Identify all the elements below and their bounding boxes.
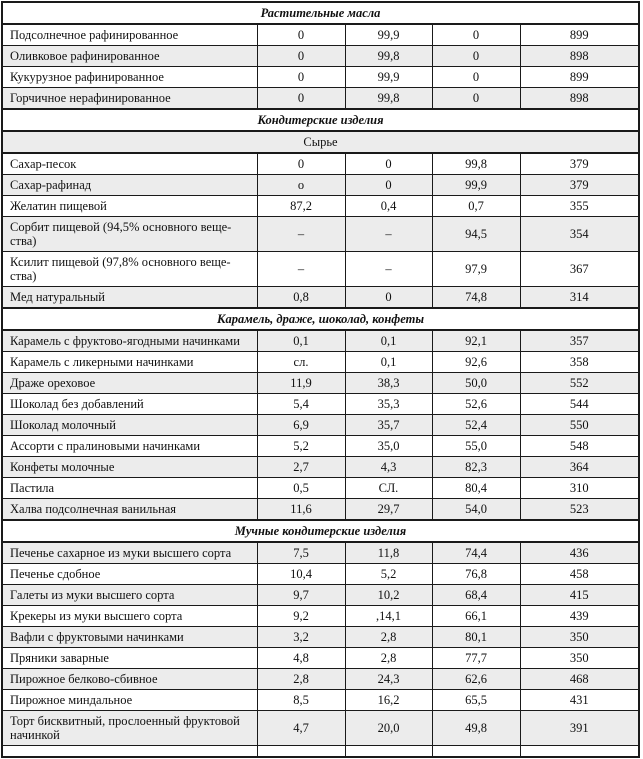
value-cell-4: 898 [520, 46, 639, 67]
value-cell-4: 899 [520, 67, 639, 88]
product-name-cell: Желатин пищевой [2, 196, 257, 217]
value-cell-3: 62,6 [432, 669, 520, 690]
value-cell-3: 0 [432, 88, 520, 110]
value-cell-1: 4,8 [257, 648, 345, 669]
value-cell-3: 65,5 [432, 690, 520, 711]
value-cell-3: 0 [432, 24, 520, 46]
value-cell-1: 87,2 [257, 196, 345, 217]
value-cell-2: 2,8 [345, 648, 432, 669]
value-cell-1: – [257, 252, 345, 287]
table-row [2, 153, 639, 175]
value-cell-3: 94,5 [432, 217, 520, 252]
value-cell-2: – [345, 252, 432, 287]
section-header-row [2, 308, 639, 330]
value-cell-1: – [257, 217, 345, 252]
table-row [2, 564, 639, 585]
value-cell-4: 898 [520, 88, 639, 110]
value-cell-4: 314 [520, 287, 639, 309]
value-cell-1: 9,7 [257, 585, 345, 606]
value-cell-2: 99,8 [345, 46, 432, 67]
value-cell-2: 10,2 [345, 585, 432, 606]
product-name-cell: Печенье сахарное из муки высшего сорта [2, 542, 257, 564]
product-name-cell: Сорбит пищевой (94,5% основного веще-ства) [2, 217, 257, 252]
value-cell-4: 415 [520, 585, 639, 606]
value-cell-2: 2,8 [345, 627, 432, 648]
product-name-cell: Карамель с ликерными начинками [2, 352, 257, 373]
value-cell-1: 11,9 [257, 373, 345, 394]
value-cell-2: 29,7 [345, 499, 432, 521]
value-cell-3: 52,6 [432, 394, 520, 415]
value-cell-3: 80,4 [432, 478, 520, 499]
value-cell-4: 523 [520, 499, 639, 521]
table-row [2, 415, 639, 436]
product-name-cell: Вафли с фруктовыми начинками [2, 627, 257, 648]
value-cell-4: 391 [520, 711, 639, 746]
product-name-cell: Пирожное белково-сбивное [2, 669, 257, 690]
value-cell-2: 99,8 [345, 88, 432, 110]
value-cell-3: 92,1 [432, 330, 520, 352]
value-cell-4: 364 [520, 457, 639, 478]
product-name-cell: Пастила [2, 478, 257, 499]
value-cell-3: 52,4 [432, 415, 520, 436]
table-row [2, 24, 639, 46]
value-cell-4: 431 [520, 690, 639, 711]
value-cell-1: 3,2 [257, 627, 345, 648]
value-cell-1: 2,7 [257, 457, 345, 478]
value-cell-2: 16,2 [345, 690, 432, 711]
value-cell-1: 2,8 [257, 669, 345, 690]
product-name-cell: Печенье сдобное [2, 564, 257, 585]
product-name-cell [2, 746, 257, 758]
value-cell-4: 468 [520, 669, 639, 690]
value-cell-4: 310 [520, 478, 639, 499]
product-name-cell: Крекеры из муки высшего сорта [2, 606, 257, 627]
section-header-label: Карамель, драже, шоколад, конфеты [2, 308, 639, 330]
value-cell-1: 0 [257, 24, 345, 46]
clipped-bottom-row [2, 746, 639, 758]
value-cell-3: 0 [432, 67, 520, 88]
value-cell-2: 35,7 [345, 415, 432, 436]
value-cell-2: 0 [345, 287, 432, 309]
value-cell-1: 0 [257, 46, 345, 67]
table-row [2, 330, 639, 352]
section-header-row [2, 109, 639, 131]
product-name-cell: Драже ореховое [2, 373, 257, 394]
table-row [2, 542, 639, 564]
value-cell-4: 544 [520, 394, 639, 415]
product-name-cell: Пряники заварные [2, 648, 257, 669]
value-cell-3: 80,1 [432, 627, 520, 648]
value-cell-2: 38,3 [345, 373, 432, 394]
value-cell-2: СЛ. [345, 478, 432, 499]
table-row [2, 394, 639, 415]
value-cell-4 [520, 746, 639, 758]
value-cell-3: 0 [432, 46, 520, 67]
product-name-cell: Сахар-рафинад [2, 175, 257, 196]
value-cell-2: 20,0 [345, 711, 432, 746]
value-cell-2: 0,1 [345, 330, 432, 352]
value-cell-1: 8,5 [257, 690, 345, 711]
value-cell-3: 76,8 [432, 564, 520, 585]
product-name-cell: Ассорти с пралиновыми начинками [2, 436, 257, 457]
table-row [2, 499, 639, 521]
product-name-cell: Шоколад молочный [2, 415, 257, 436]
value-cell-1: 0,5 [257, 478, 345, 499]
product-name-cell: Торт бисквитный, прослоенный фруктовой начинкой [2, 711, 257, 746]
value-cell-2: 35,0 [345, 436, 432, 457]
value-cell-1: 6,9 [257, 415, 345, 436]
table-row [2, 252, 639, 287]
table-row [2, 46, 639, 67]
value-cell-4: 358 [520, 352, 639, 373]
value-cell-2: 0 [345, 153, 432, 175]
section-header-row [2, 2, 639, 24]
value-cell-4: 355 [520, 196, 639, 217]
nutrition-table [1, 1, 640, 758]
value-cell-1: 0 [257, 88, 345, 110]
value-cell-4: 350 [520, 648, 639, 669]
value-cell-3: 68,4 [432, 585, 520, 606]
table-row [2, 352, 639, 373]
value-cell-1 [257, 746, 345, 758]
value-cell-4: 357 [520, 330, 639, 352]
value-cell-4: 379 [520, 153, 639, 175]
value-cell-1: 0 [257, 153, 345, 175]
table-row [2, 287, 639, 309]
product-name-cell: Халва подсолнечная ванильная [2, 499, 257, 521]
value-cell-2: 99,9 [345, 67, 432, 88]
value-cell-2 [345, 746, 432, 758]
table-row [2, 627, 639, 648]
product-name-cell: Ксилит пищевой (97,8% основного веще-ства) [2, 252, 257, 287]
value-cell-1: 4,7 [257, 711, 345, 746]
value-cell-4: 552 [520, 373, 639, 394]
value-cell-1: 5,2 [257, 436, 345, 457]
value-cell-2: 35,3 [345, 394, 432, 415]
value-cell-1: 7,5 [257, 542, 345, 564]
product-name-cell: Подсолнечное рафинированное [2, 24, 257, 46]
product-name-cell: Галеты из муки высшего сорта [2, 585, 257, 606]
value-cell-4: 436 [520, 542, 639, 564]
value-cell-3: 99,8 [432, 153, 520, 175]
value-cell-2: 11,8 [345, 542, 432, 564]
value-cell-3: 50,0 [432, 373, 520, 394]
table-row [2, 457, 639, 478]
section-header-label: Мучные кондитерские изделия [2, 520, 639, 542]
value-cell-1: 11,6 [257, 499, 345, 521]
value-cell-1: 0 [257, 67, 345, 88]
value-cell-4: 550 [520, 415, 639, 436]
product-name-cell: Мед натуральный [2, 287, 257, 309]
value-cell-3: 55,0 [432, 436, 520, 457]
value-cell-2: 4,3 [345, 457, 432, 478]
value-cell-1: 0,8 [257, 287, 345, 309]
value-cell-3: 92,6 [432, 352, 520, 373]
value-cell-4: 458 [520, 564, 639, 585]
table-row [2, 67, 639, 88]
product-name-cell: Сахар-песок [2, 153, 257, 175]
value-cell-2: 24,3 [345, 669, 432, 690]
section-header-label: Кондитерские изделия [2, 109, 639, 131]
value-cell-2: 0,1 [345, 352, 432, 373]
value-cell-3: 82,3 [432, 457, 520, 478]
value-cell-2: 0,4 [345, 196, 432, 217]
table-row [2, 690, 639, 711]
table-row [2, 196, 639, 217]
value-cell-4: 367 [520, 252, 639, 287]
value-cell-4: 439 [520, 606, 639, 627]
value-cell-3: 49,8 [432, 711, 520, 746]
product-name-cell: Карамель с фруктово-ягодными начинками [2, 330, 257, 352]
nutrition-table-body [2, 2, 639, 757]
value-cell-1: 9,2 [257, 606, 345, 627]
value-cell-2: – [345, 217, 432, 252]
table-row [2, 711, 639, 746]
value-cell-1: сл. [257, 352, 345, 373]
value-cell-4: 548 [520, 436, 639, 457]
section-header-label: Сырье [2, 131, 639, 153]
value-cell-1: о [257, 175, 345, 196]
table-row [2, 669, 639, 690]
value-cell-3: 66,1 [432, 606, 520, 627]
value-cell-2: 0 [345, 175, 432, 196]
table-row [2, 88, 639, 110]
table-row [2, 175, 639, 196]
table-row [2, 217, 639, 252]
value-cell-1: 10,4 [257, 564, 345, 585]
value-cell-3: 97,9 [432, 252, 520, 287]
value-cell-2: 99,9 [345, 24, 432, 46]
value-cell-4: 379 [520, 175, 639, 196]
value-cell-3: 77,7 [432, 648, 520, 669]
section-header-label: Растительные масла [2, 2, 639, 24]
value-cell-3: 74,4 [432, 542, 520, 564]
product-name-cell: Кукурузное рафинированное [2, 67, 257, 88]
value-cell-4: 899 [520, 24, 639, 46]
product-name-cell: Конфеты молочные [2, 457, 257, 478]
table-row [2, 648, 639, 669]
value-cell-4: 354 [520, 217, 639, 252]
value-cell-3: 54,0 [432, 499, 520, 521]
value-cell-4: 350 [520, 627, 639, 648]
value-cell-2: ,14,1 [345, 606, 432, 627]
value-cell-3: 74,8 [432, 287, 520, 309]
section-header-row [2, 131, 639, 153]
table-row [2, 436, 639, 457]
value-cell-2: 5,2 [345, 564, 432, 585]
product-name-cell: Горчичное нерафинированное [2, 88, 257, 110]
table-row [2, 606, 639, 627]
value-cell-3: 99,9 [432, 175, 520, 196]
table-row [2, 373, 639, 394]
table-row [2, 585, 639, 606]
value-cell-1: 0,1 [257, 330, 345, 352]
value-cell-3: 0,7 [432, 196, 520, 217]
value-cell-3 [432, 746, 520, 758]
product-name-cell: Пирожное миндальное [2, 690, 257, 711]
section-header-row [2, 520, 639, 542]
product-name-cell: Оливковое рафинированное [2, 46, 257, 67]
value-cell-1: 5,4 [257, 394, 345, 415]
product-name-cell: Шоколад без добавлений [2, 394, 257, 415]
table-row [2, 478, 639, 499]
